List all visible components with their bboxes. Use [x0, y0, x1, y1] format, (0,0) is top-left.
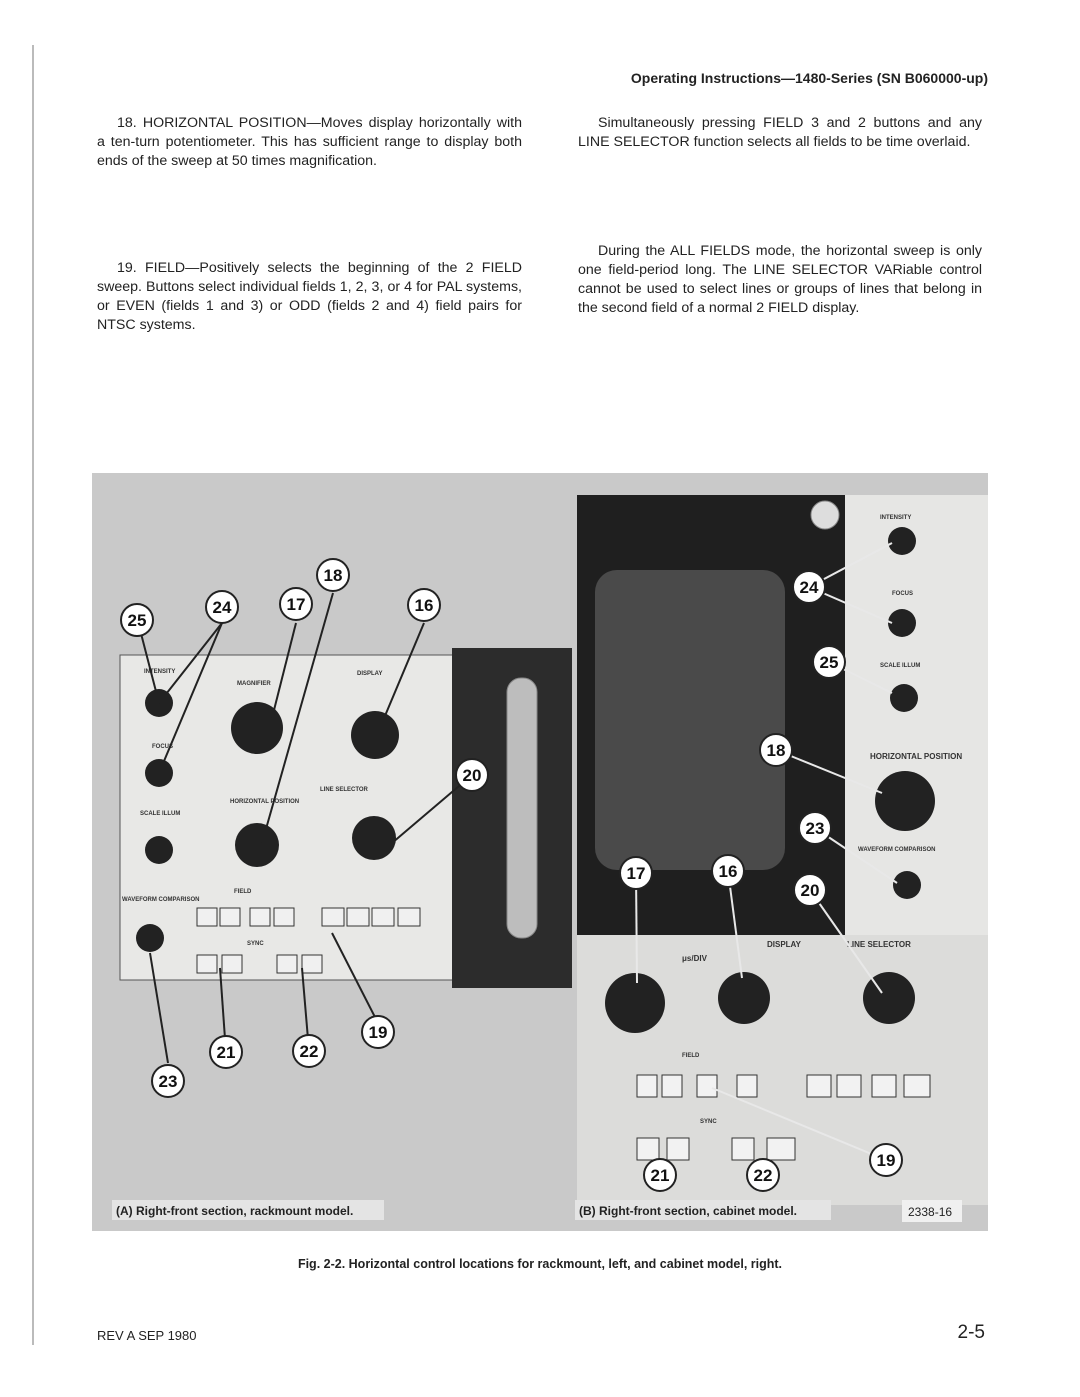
svg-text:17: 17: [626, 864, 646, 883]
svg-text:24: 24: [799, 578, 819, 597]
svg-text:20: 20: [462, 766, 482, 785]
svg-text:LINE SELECTOR: LINE SELECTOR: [847, 940, 911, 949]
svg-text:20: 20: [800, 881, 820, 900]
running-header: Operating Instructions—1480-Series (SN B060000-up): [630, 70, 988, 86]
svg-text:SYNC: SYNC: [247, 941, 264, 947]
svg-text:21: 21: [216, 1043, 236, 1062]
svg-text:μs/DIV: μs/DIV: [682, 954, 707, 963]
svg-text:INTENSITY: INTENSITY: [880, 515, 912, 521]
svg-text:16: 16: [718, 862, 738, 881]
svg-text:LINE SELECTOR: LINE SELECTOR: [320, 787, 368, 793]
svg-text:18: 18: [766, 741, 786, 760]
svg-text:25: 25: [127, 611, 147, 630]
caption-b: (B) Right-front section, cabinet model.: [579, 1204, 797, 1218]
svg-text:FOCUS: FOCUS: [152, 744, 173, 750]
revision-date: REV A SEP 1980: [97, 1328, 197, 1343]
svg-text:SCALE ILLUM: SCALE ILLUM: [880, 663, 921, 669]
svg-text:22: 22: [753, 1166, 773, 1185]
panel-b-cabinet: [577, 495, 988, 1205]
figure-id: 2338-16: [908, 1205, 953, 1219]
svg-text:SCALE ILLUM: SCALE ILLUM: [140, 811, 181, 817]
svg-text:18: 18: [323, 566, 343, 585]
page-number: 2-5: [957, 1322, 985, 1343]
svg-text:FOCUS: FOCUS: [892, 591, 913, 597]
svg-text:23: 23: [158, 1072, 178, 1091]
svg-text:16: 16: [414, 596, 434, 615]
svg-text:DISPLAY: DISPLAY: [767, 940, 801, 949]
svg-text:19: 19: [876, 1151, 896, 1170]
svg-text:17: 17: [286, 595, 306, 614]
svg-text:INTENSITY: INTENSITY: [144, 669, 176, 675]
paragraph-horizontal-position: 18. HORIZONTAL POSITION—Moves display horizontally with a ten-turn potentiometer. This has sufficient range to display both ends of the sweep at 50 times magnification.: [97, 115, 522, 169]
paragraph-all-fields: During the ALL FIELDS mode, the horizontal sweep is only one field-period long. The LINE SELECTOR VARiable control cannot be used to select lines or groups of lines that belong in the second field of a normal 2 FIELD display.: [578, 243, 982, 316]
paragraph-field-overlay: Simultaneously pressing FIELD 3 and 2 buttons and any LINE SELECTOR function selects all fields to be time overlaid.: [578, 115, 982, 150]
svg-text:FIELD: FIELD: [234, 889, 252, 895]
svg-text:FIELD: FIELD: [682, 1053, 700, 1059]
svg-text:21: 21: [650, 1166, 670, 1185]
svg-text:WAVEFORM COMPARISON: WAVEFORM COMPARISON: [858, 847, 936, 853]
caption-a: (A) Right-front section, rackmount model.: [116, 1204, 354, 1218]
svg-text:HORIZONTAL POSITION: HORIZONTAL POSITION: [230, 799, 300, 805]
paragraph-field: 19. FIELD—Positively selects the beginning of the 2 FIELD sweep. Buttons select individual fields 1, 2, 3, or 4 for PAL systems, or EVEN (fields 1 and 3) or ODD (fields 2 and 4) field pairs for NTSC systems.: [97, 260, 522, 333]
figure-caption: Fig. 2-2. Horizontal control locations for rackmount, left, and cabinet model, right.: [297, 1257, 783, 1271]
svg-text:WAVEFORM COMPARISON: WAVEFORM COMPARISON: [122, 897, 200, 903]
svg-text:24: 24: [212, 598, 232, 617]
svg-text:SYNC: SYNC: [700, 1119, 717, 1125]
svg-text:19: 19: [368, 1023, 388, 1042]
svg-text:DISPLAY: DISPLAY: [357, 671, 383, 677]
figure-photo: [92, 473, 988, 1231]
svg-text:23: 23: [805, 819, 825, 838]
svg-text:22: 22: [299, 1042, 319, 1061]
binding-margin: [32, 45, 34, 1345]
svg-text:HORIZONTAL POSITION: HORIZONTAL POSITION: [870, 752, 963, 761]
svg-text:25: 25: [819, 653, 839, 672]
svg-text:MAGNIFIER: MAGNIFIER: [237, 681, 271, 687]
